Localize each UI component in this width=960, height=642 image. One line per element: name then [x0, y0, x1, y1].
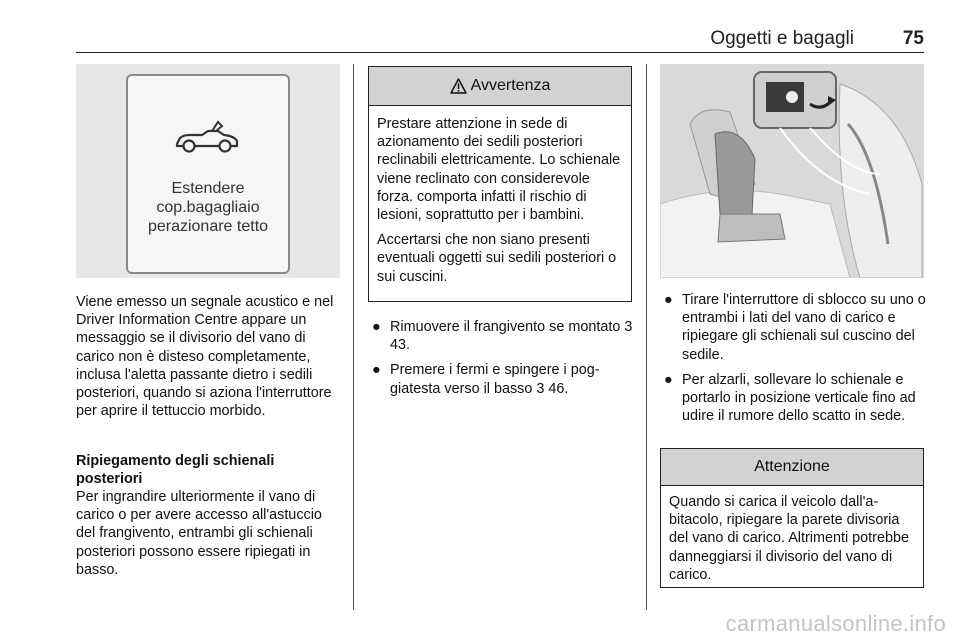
list-item: [368, 318, 634, 354]
display-line-3: perazionare tetto: [147, 218, 269, 235]
display-message-illustration: [76, 64, 340, 278]
folding-steps-list: [660, 291, 926, 432]
attention-title: Attenzione: [754, 458, 830, 475]
display-line-1: Estendere: [171, 180, 245, 197]
intro-paragraph: Viene emesso un segnale acustico e nel Driver Information Centre appare un messaggio se il divisorio del vano di carico non è disteso completamente, inclusa l'aletta passante dietro i sedili posteriori, quando si aziona l'interruttore per aprire il tettuccio morbido.: [76, 294, 334, 420]
list-item-text: Premere i fermi e spingere i poggiatesta verso il basso: [390, 362, 600, 397]
list-item: [660, 291, 926, 364]
column-divider: [353, 64, 354, 610]
page-number: 75: [902, 28, 924, 49]
list-item: [368, 361, 634, 397]
warning-triangle-icon: [450, 78, 467, 94]
display-line-2: cop.bagagliaio: [156, 199, 260, 216]
attention-header: [661, 449, 923, 486]
page-title: Oggetti e bagagli: [710, 28, 854, 49]
warning-paragraph: Accertarsi che non siano presenti eventuali oggetti sui sedili posteriori o sui cuscini.: [377, 232, 617, 285]
driver-info-display: [126, 74, 290, 274]
folding-paragraph: Per ingrandire ulteriormente il vano di carico o per avere accesso all'astuccio del frangivento, entrambi gli schienali posteriori possono essere ripiegati in basso.: [76, 489, 322, 578]
bullet-icon: ●: [664, 292, 673, 308]
rear-seat-release-illustration: [660, 64, 924, 278]
page-header: [76, 28, 924, 53]
page-reference-link[interactable]: 3 43.: [390, 319, 633, 354]
bullet-icon: ●: [372, 319, 381, 335]
seat-release-drawing: [660, 64, 924, 278]
attention-body: Quando si carica il veicolo dall'abitacolo, ripiegare la parete divisoria del vano di carico. Altrimenti potrebbe danneggiarsi il divisorio del vano di carico.: [669, 494, 909, 583]
warning-header: [369, 67, 631, 106]
bullet-icon: ●: [372, 362, 381, 379]
convertible-car-icon: [174, 118, 240, 156]
bullet-icon: ●: [664, 371, 673, 388]
warning-paragraph: Prestare attenzione in sede di azionamento dei sedili posteriori reclinabili elettricamente. Lo schienale viene reclinato con considerevole forza. comporta infatti il rischio di lesioni, soprattutto per i bambini.: [377, 116, 621, 224]
warning-title: Avvertenza: [470, 77, 551, 94]
attention-box: [660, 448, 924, 588]
page-reference-link[interactable]: 3 46.: [536, 380, 569, 397]
warning-body: [369, 106, 631, 286]
list-item-text: Per alzarli, sollevare lo schienale e portarlo in posizione verticale fino ad udire il rumore dello scatto in sede.: [682, 371, 916, 425]
watermark-text: carmanualsonline.info: [725, 611, 946, 636]
column-divider: [646, 64, 647, 610]
list-item-text: Rimuovere il frangivento se montato: [390, 319, 625, 335]
warning-box: [368, 66, 632, 302]
list-item: [660, 371, 926, 426]
instruction-list: [368, 318, 634, 405]
section-subheading: Ripiegamento degli schienali posteriori: [76, 453, 275, 488]
list-item-text: Tirare l'interruttore di sblocco su uno o entrambi i lati del vano di carico e ripiegare gli schienali sul cuscino del sedile.: [682, 292, 926, 363]
